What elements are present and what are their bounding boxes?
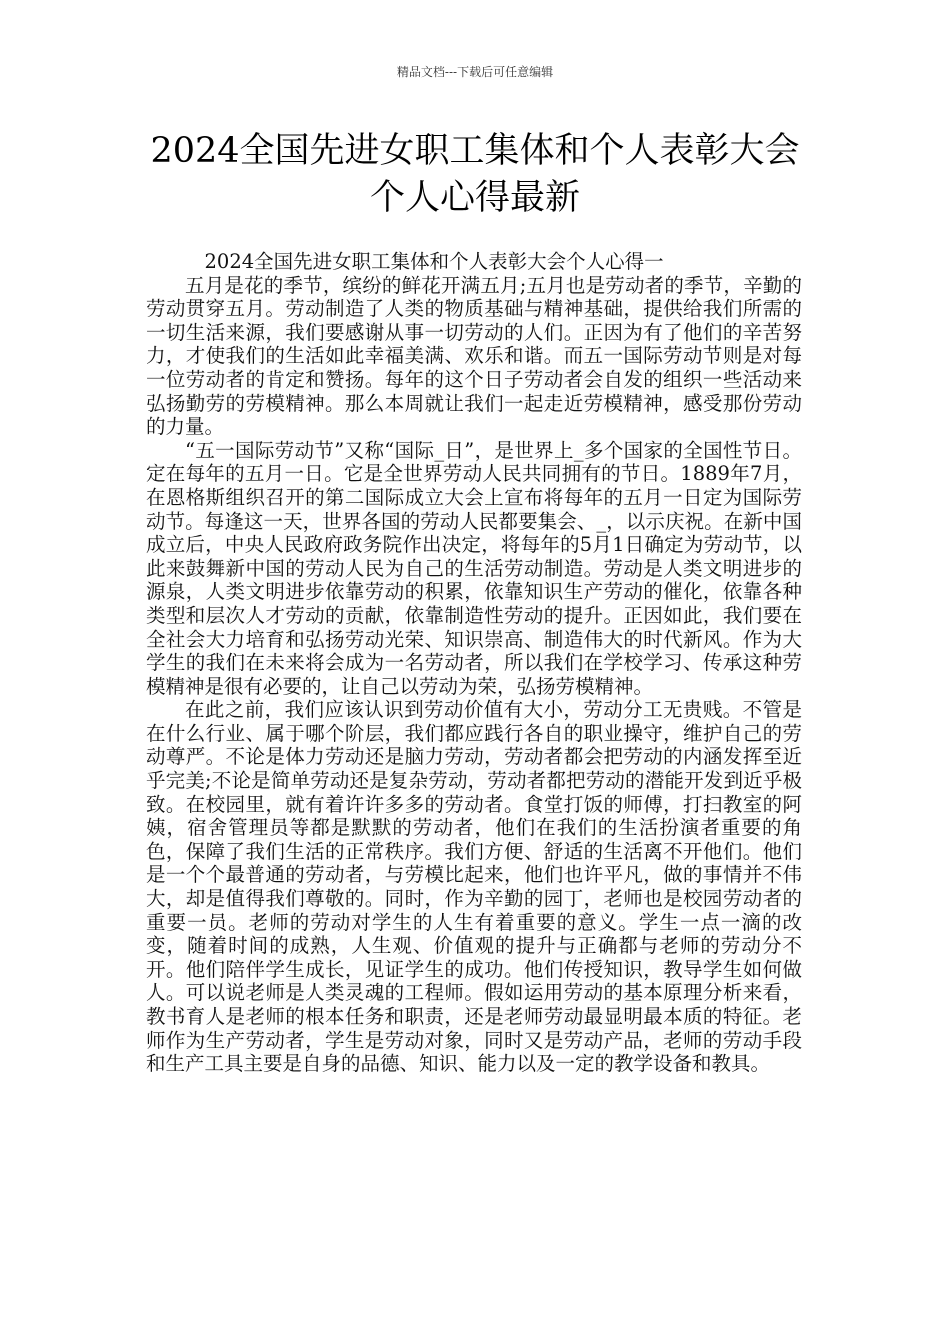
body-paragraph-3: 在此之前，我们应该认识到劳动价值有大小，劳动分工无贵贱。不管是在什么行业、属于哪个阶层，我们都应践行各自的职业操守，维护自己的劳动尊严。不论是体力劳动还是脑力劳动，劳动者都会把劳动的内涵发挥至近乎完美;不论是简单劳动还是复杂劳动，劳动者都把劳动的潜能开发到近乎极致。在校园里，就有着许许多多的劳动者。食堂打饭的师傅，打扫教室的阿姨，宿舍管理员等都是默默的劳动者，他们在我们的生活扮演者重要的角色，保障了我们生活的正常秩序。我们方便、舒适的生活离不开他们。他们是一个个最普通的劳动者，与劳模比起来，他们也许平凡，做的事情并不伟大，却是值得我们尊敬的。同时，作为辛勤的园丁，老师也是校园劳动者的重要一员。老师的劳动对学生的人生有着重要的意义。学生一点一滴的改变，随着时间的成熟，人生观、价值观的提升与正确都与老师的劳动分不开。他们陪伴学生成长，见证学生的成功。他们传授知识，教导学生如何做人。可以说老师是人类灵魂的工程师。假如运用劳动的基本原理分析来看，教书育人是老师的根本任务和职责，还是老师劳动最显明最本质的特征。老师作为生产劳动者，学生是劳动对象，同时又是劳动产品，老师的劳动手段和生产工具主要是自身的品德、知识、能力以及一定的教学设备和教具。 — [146, 698, 802, 1076]
section-subtitle: 2024全国先进女职工集体和个人表彰大会个人心得一 — [204, 250, 664, 273]
document-title — [100, 128, 850, 222]
page-header-note: 精品文档---下载后可任意编辑 — [396, 65, 554, 79]
title-line-2: 个人心得最新 — [369, 178, 580, 218]
body-paragraph-1: 五月是花的季节，缤纷的鲜花开满五月;五月也是劳动者的季节，辛勤的劳动贯穿五月。劳动制造了人类的物质基础与精神基础，提供给我们所需的一切生活来源，我们要感谢从事一切劳动的人们。正因为有了他们的辛苦努力，才使我们的生活如此幸福美满、欢乐和谐。而五一国际劳动节则是对每一位劳动者的肯定和赞扬。每年的这个日子劳动者会自发的组织一些活动来弘扬勤劳的劳模精神。那么本周就让我们一起走近劳模精神，感受那份劳动的力量。 — [146, 273, 802, 439]
document-body — [146, 250, 802, 1076]
title-line-1: 2024全国先进女职工集体和个人表彰大会 — [150, 131, 800, 171]
body-paragraph-2: “五一国际劳动节”又称“国际_日”，是世界上_多个国家的全国性节日。定在每年的五月一日。它是全世界劳动人民共同拥有的节日。1889年7月，在恩格斯组织召开的第二国际成立大会上宣布将每年的五月一日定为国际劳动节。每逢这一天，世界各国的劳动人民都要集会、_，以示庆祝。在新中国成立后，中央人民政府政务院作出决定，将每年的5月1日确定为劳动节，以此来鼓舞新中国的劳动人民为自己的生活劳动制造。劳动是人类文明进步的源泉，人类文明进步依靠劳动的积累，依靠知识生产劳动的催化，依靠各种类型和层次人才劳动的贡献，依靠制造性劳动的提升。正因如此，我们要在全社会大力培育和弘扬劳动光荣、知识崇高、制造伟大的时代新风。作为大学生的我们在未来将会成为一名劳动者，所以我们在学校学习、传承这种劳模精神是很有必要的，让自己以劳动为荣，弘扬劳模精神。 — [146, 438, 802, 698]
